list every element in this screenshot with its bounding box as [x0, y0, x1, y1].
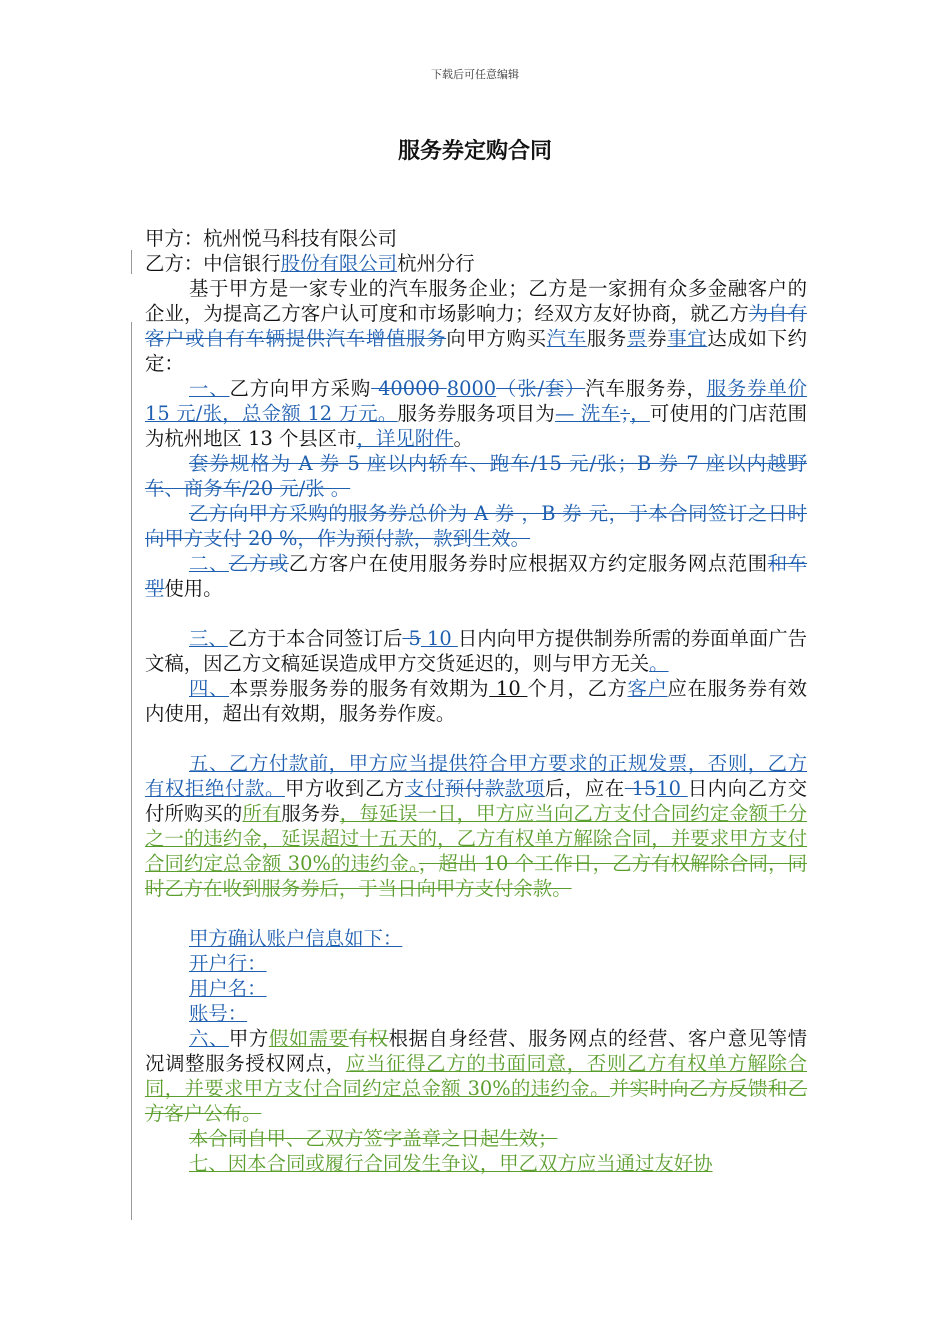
contract-body — [145, 226, 807, 1176]
clause-5: 五、乙方付款前，甲方应当提供符合甲方要求的正规发票，否则，乙方有权拒绝付款。甲方收到乙方支付预付款款项后，应在 1510 日内向乙方交付所购买的所有服务券，每延误一日，甲方应当向乙方支付合同约定金额千分之一的违约金，延误超过十五天的，乙方有权单方解除合同，并要求甲方支付合同约定总金额 30%的违约金。，超出 10 个工作日，乙方有权解除合同，同时乙方在收到服务券后，于当日向甲方支付余款。 — [145, 752, 808, 900]
page-header: 下载后可任意编辑 — [431, 68, 519, 81]
clause-7: 七、因本合同或履行合同发生争议，甲乙双方应当通过友好协 — [189, 1152, 713, 1175]
clause-2: 二、乙方或乙方客户在使用服务券时应根据双方约定服务网点范围和车型使用。 — [145, 552, 808, 600]
clause-6: 六、甲方假如需要有权根据自身经营、服务网点的经营、客户意见等情况调整服务授权网点，应当征得乙方的书面同意，否则乙方有权单方解除合同，并要求甲方支付合同约定总金额 30%的违约金。并实时向乙方反馈和乙方客户公布。 — [145, 1027, 808, 1125]
page-title: 服务券定购合同 — [397, 139, 552, 164]
party-a: 甲方：杭州悦马科技有限公司 — [145, 227, 398, 250]
account-number: 账号： — [189, 1002, 248, 1025]
clause-3: 三、乙方于本合同签订后 5 10 日内向甲方提供制券所需的券面单面广告文稿，因乙方文稿延误造成甲方交货延迟的，则与甲方无关。 — [145, 627, 807, 675]
revision-bar — [131, 322, 132, 1220]
account-heading: 甲方确认账户信息如下： — [189, 927, 403, 950]
clause-1: 一、乙方向甲方采购 40000 8000（张/套）汽车服务券，服务券单价 15 元/张，总金额 12 万元。服务券服务项目为— 洗车；，可使用的门店范围为杭州地区 13 个县区市，详见附件。 — [145, 377, 808, 450]
clause-1-deleted-total: 乙方向甲方采购的服务券总价为 A 券 ，B 券 元，于本合同签订之日时向甲方支付 20 %，作为预付款，款到生效。 — [145, 502, 807, 550]
party-b: 乙方：中信银行股份有限公司杭州分行 — [145, 252, 475, 275]
clause-6-deleted: 本合同自甲、乙双方签字盖章之日起生效； — [189, 1127, 558, 1150]
account-username: 用户名： — [189, 977, 267, 1000]
clause-4: 四、本票券服务券的服务有效期为 10 个月，乙方客户应在服务券有效内使用，超出有效期，服务券作废。 — [145, 677, 808, 725]
account-bank: 开户行： — [189, 952, 267, 975]
revision-bar — [131, 250, 132, 274]
intro-paragraph: 基于甲方是一家专业的汽车服务企业；乙方是一家拥有众多金融客户的企业，为提高乙方客户认可度和市场影响力；经双方友好协商，就乙方为自有客户或自有车辆提供汽车增值服务向甲方购买汽车服务票券事宜达成如下约定： — [145, 277, 808, 375]
clause-1-deleted-spec: 套券规格为 A 券 5 座以内轿车、跑车/15 元/张；B 券 7 座以内越野车、商务车/20 元/张 。 — [145, 452, 807, 500]
